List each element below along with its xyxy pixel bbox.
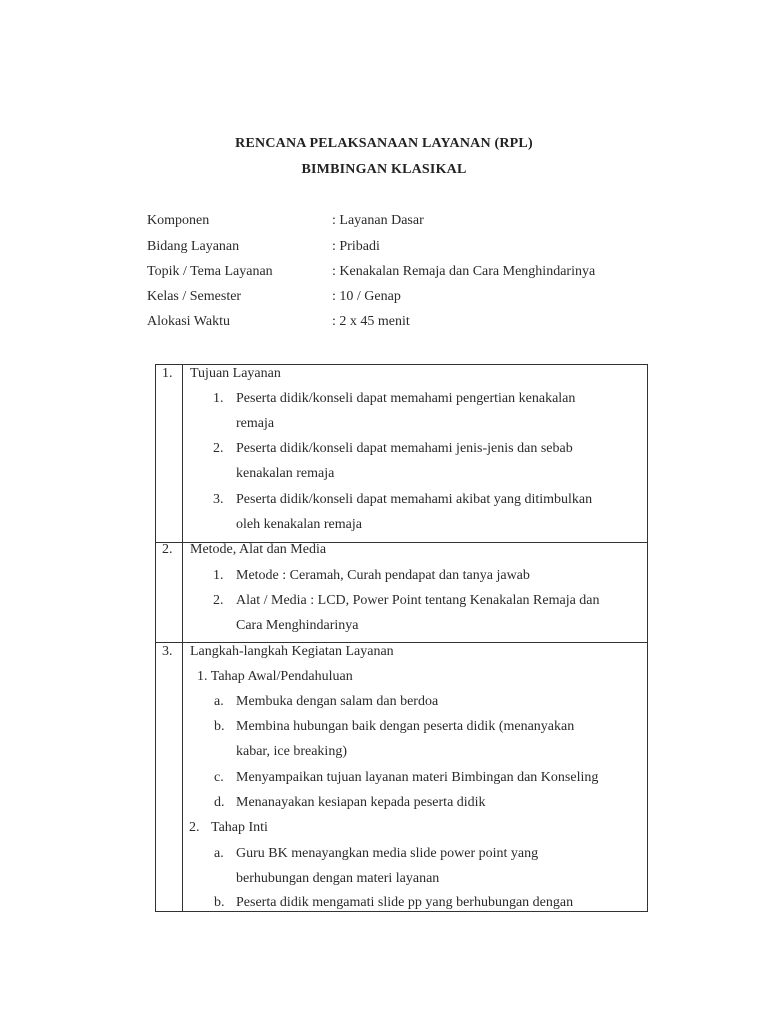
list-marker: b.: [214, 895, 225, 910]
meta-label: Bidang Layanan: [147, 239, 240, 254]
meta-label: Kelas / Semester: [147, 289, 242, 304]
list-marker: b.: [214, 719, 225, 734]
list-item-text: kenakalan remaja: [236, 466, 335, 481]
meta-label: Komponen: [147, 213, 210, 228]
list-marker: c.: [214, 770, 224, 785]
list-item-text: oleh kenakalan remaja: [236, 517, 362, 532]
section-number: 2.: [162, 542, 173, 557]
meta-label: Alokasi Waktu: [147, 314, 230, 329]
list-item-text: Membuka dengan salam dan berdoa: [236, 694, 439, 709]
list-marker: 1.: [213, 568, 224, 583]
column-divider: [182, 365, 183, 911]
list-item-text: Guru BK menayangkan media slide power point yang: [236, 846, 539, 861]
list-marker: a.: [214, 694, 224, 709]
section-heading: Langkah-langkah Kegiatan Layanan: [190, 644, 394, 659]
list-item-text: Peserta didik/konseli dapat memahami pengertian kenakalan: [236, 391, 576, 406]
list-item-text: remaja: [236, 416, 275, 431]
section-heading: Metode, Alat dan Media: [190, 542, 327, 557]
stage-heading: Tahap Inti: [211, 820, 268, 835]
meta-value: : Layanan Dasar: [332, 213, 424, 228]
list-marker: 3.: [213, 492, 224, 507]
list-marker: 2.: [213, 593, 224, 608]
list-item-text: Menanayakan kesiapan kepada peserta didik: [236, 795, 486, 810]
meta-value: : Kenakalan Remaja dan Cara Menghindarinya: [332, 264, 596, 279]
list-marker: 1.: [213, 391, 224, 406]
section-heading: Tujuan Layanan: [190, 366, 281, 381]
stage-marker: 2.: [189, 820, 200, 835]
list-item-text: Cara Menghindarinya: [236, 618, 359, 633]
list-item-text: berhubungan dengan materi layanan: [236, 871, 440, 886]
list-item-text: Peserta didik/konseli dapat memahami akibat yang ditimbulkan: [236, 492, 593, 507]
list-item-text: Menyampaikan tujuan layanan materi Bimbingan dan Konseling: [236, 770, 599, 785]
list-item-text: kabar, ice breaking): [236, 744, 347, 759]
list-marker: d.: [214, 795, 225, 810]
list-item-text: Alat / Media : LCD, Power Point tentang Kenakalan Remaja dan: [236, 593, 600, 608]
document-subtitle: BIMBINGAN KLASIKAL: [301, 162, 467, 177]
stage-heading: 1. Tahap Awal/Pendahuluan: [197, 669, 353, 684]
list-item-text: Peserta didik/konseli dapat memahami jenis-jenis dan sebab: [236, 441, 573, 456]
meta-value: : 2 x 45 menit: [332, 314, 410, 329]
list-item-text: Metode : Ceramah, Curah pendapat dan tanya jawab: [236, 568, 530, 583]
list-item-text: Peserta didik mengamati slide pp yang berhubungan dengan: [236, 895, 574, 910]
document-title: RENCANA PELAKSANAAN LAYANAN (RPL): [235, 136, 533, 151]
list-marker: a.: [214, 846, 224, 861]
meta-value: : 10 / Genap: [332, 289, 401, 304]
list-item-text: Membina hubungan baik dengan peserta didik (menanyakan: [236, 719, 575, 734]
list-marker: 2.: [213, 441, 224, 456]
meta-label: Topik / Tema Layanan: [147, 264, 273, 279]
section-number: 3.: [162, 644, 173, 659]
section-number: 1.: [162, 366, 173, 381]
meta-value: : Pribadi: [332, 239, 380, 254]
rpl-table: [155, 364, 648, 912]
